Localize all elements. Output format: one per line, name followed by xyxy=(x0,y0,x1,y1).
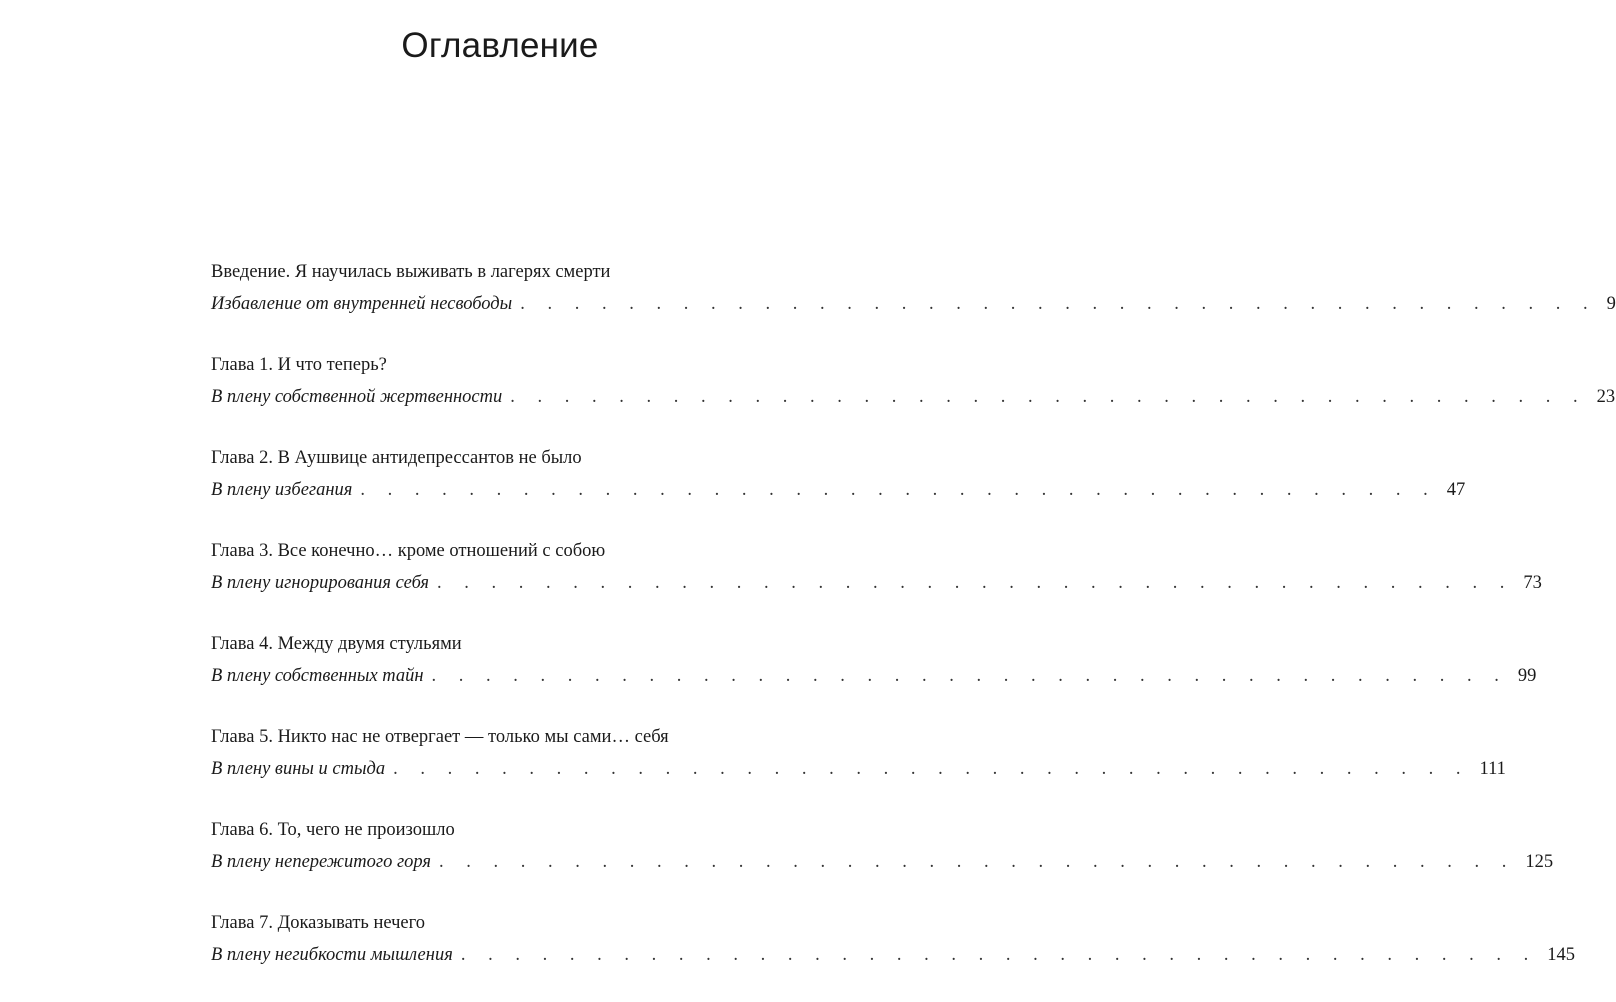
toc-subtitle-line xyxy=(211,385,1616,409)
toc-subtitle-line xyxy=(211,664,1537,688)
toc-page-number: 145 xyxy=(1547,945,1575,965)
toc-chapter-subtitle: В плену собственных тайн xyxy=(211,666,424,686)
toc-chapter-heading: Глава 5. Никто нас не отвергает — только мы сами… себя xyxy=(211,727,669,747)
toc-dot-leader: . . . . . . . . . . . . . . . . . . . . . . . . . . . . . . . . . . . . . . . . xyxy=(520,294,1597,314)
toc-dot-leader: . . . . . . . . . . . . . . . . . . . . . . . . . . . . . . . . . . . . . . . . xyxy=(460,945,1538,965)
toc-chapter-subtitle: В плену вины и стыда xyxy=(211,759,386,779)
toc-chapter-subtitle: В плену игнорирования себя xyxy=(211,573,430,593)
toc-page-number: 73 xyxy=(1523,573,1542,593)
toc-entry-chapter-7 xyxy=(211,909,1575,1002)
toc-entry-intro xyxy=(211,258,1616,351)
toc-page-number: 9 xyxy=(1606,294,1616,314)
toc-entry-chapter-2 xyxy=(211,444,1466,537)
toc-dot-leader: . . . . . . . . . . . . . . . . . . . . . . . . . . . . . . . . . . . . . . . . xyxy=(360,480,1437,500)
toc-dot-leader: . . . . . . . . . . . . . . . . . . . . . . . . . . . . . . . . . . . . . . . . xyxy=(510,387,1587,407)
toc-chapter-heading: Глава 2. В Аушвице антидепрессантов не было xyxy=(211,448,582,468)
toc-page-number: 125 xyxy=(1525,852,1554,872)
toc-chapter-heading: Введение. Я научилась выживать в лагерях смерти xyxy=(211,262,611,282)
toc-page-number: 99 xyxy=(1517,666,1537,686)
toc-dot-leader: . . . . . . . . . . . . . . . . . . . . . . . . . . . . . . . . . . . . . . . . xyxy=(437,573,1514,593)
toc-chapter-heading: Глава 6. То, чего не произошло xyxy=(211,820,455,840)
toc-entry-chapter-6 xyxy=(211,816,1554,909)
toc-chapter-subtitle: В плену избегания xyxy=(211,480,353,500)
toc-entry-chapter-3 xyxy=(211,537,1542,630)
toc-dot-leader: . . . . . . . . . . . . . . . . . . . . . . . . . . . . . . . . . . . . . . . . xyxy=(431,666,1508,686)
toc-page-number: 111 xyxy=(1479,759,1506,779)
toc-subtitle-line xyxy=(211,478,1466,502)
toc-dot-leader: . . . . . . . . . . . . . . . . . . . . . . . . . . . . . . . . . . . . . . . . xyxy=(439,852,1516,872)
toc-subtitle-line xyxy=(211,757,1506,781)
toc-page-number: 47 xyxy=(1446,480,1466,500)
toc-subtitle-line xyxy=(211,292,1616,316)
toc-entry-chapter-5 xyxy=(211,723,1506,816)
table-of-contents xyxy=(211,258,1616,1002)
toc-chapter-subtitle: В плену собственной жертвенности xyxy=(211,387,503,407)
toc-chapter-subtitle: В плену непережитого горя xyxy=(211,852,432,872)
page-title: Оглавление xyxy=(401,26,599,65)
toc-page-number: 23 xyxy=(1596,387,1616,407)
toc-chapter-subtitle: Избавление от внутренней несвободы xyxy=(211,294,513,314)
toc-subtitle-line xyxy=(211,943,1575,967)
toc-chapter-heading: Глава 7. Доказывать нечего xyxy=(211,913,426,933)
toc-entry-chapter-1 xyxy=(211,351,1616,444)
toc-subtitle-line xyxy=(211,571,1542,595)
toc-dot-leader: . . . . . . . . . . . . . . . . . . . . . . . . . . . . . . . . . . . . . . . . xyxy=(393,759,1470,779)
toc-chapter-heading: Глава 1. И что теперь? xyxy=(211,355,387,375)
toc-chapter-heading: Глава 4. Между двумя стульями xyxy=(211,634,462,654)
toc-entry-chapter-4 xyxy=(211,630,1537,723)
toc-subtitle-line xyxy=(211,850,1554,874)
toc-chapter-subtitle: В плену негибкости мышления xyxy=(211,945,453,965)
toc-chapter-heading: Глава 3. Все конечно… кроме отношений с собою xyxy=(211,541,606,561)
